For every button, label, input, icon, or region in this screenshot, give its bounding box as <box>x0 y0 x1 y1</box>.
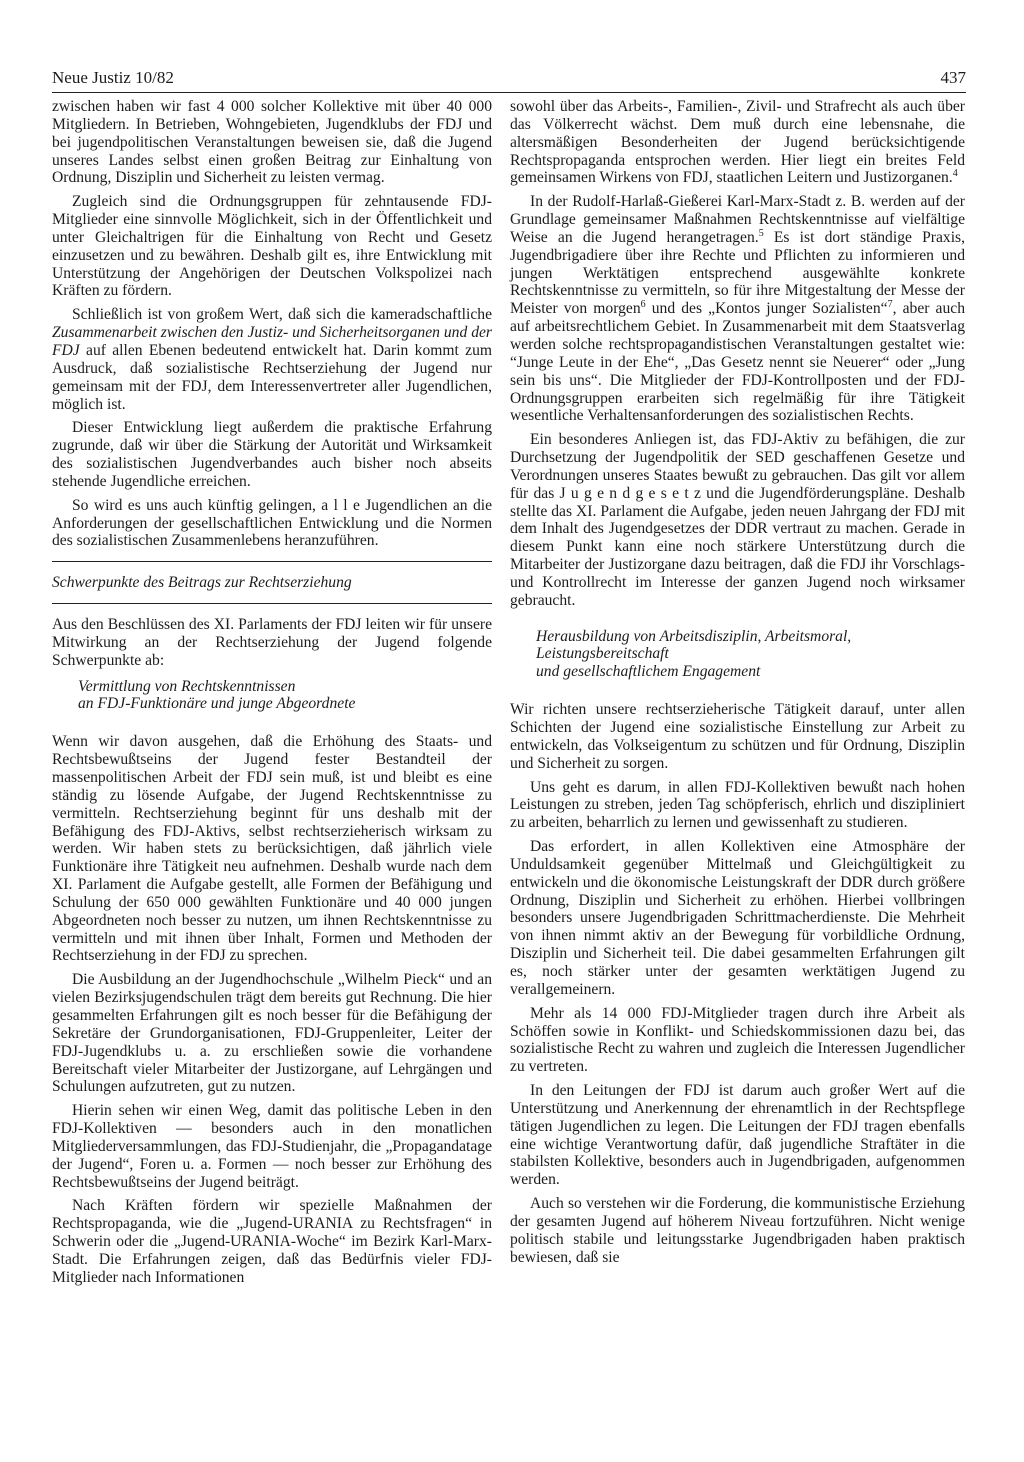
paragraph: Hierin sehen wir einen Weg, damit das politische Leben in den FDJ-Kollektiven — besonders auch in den monatlichen Mitgliederversammlungen, das FDJ-Studienjahr, die „Propagandatage der Jugend“, Foren u. a. Formen — noch besser zur Erhöhung des Rechtsbewußtseins der Jugend beiträgt. <box>52 1102 492 1191</box>
paragraph: Das erfordert, in allen Kollektiven eine Atmosphäre der Unduldsamkeit gegenüber Mittelmaß und Gleichgültigkeit zu entwickeln und die ökonomische Leistungskraft der DDR durch größere Ordnung, Disziplin und Sicherheit zu erhöhen. Hierbei vollbringen besonders unsere Jugendbrigaden Schrittmacherdienste. Die Mehrheit von ihnen nimmt aktiv an der Bewegung für vorbildliche Ordnung, Disziplin und Sicherheit teil. Die dabei gesammelten Erfahrungen gilt es, noch stärker unter der gesamten werktätigen Jugend zu verallgemeinern. <box>510 838 965 998</box>
text-run: In der Rudolf-Harlaß-Gießerei Karl-Marx-Stadt z. B. werden auf der Grundlage gemeinsamer Maßnahmen Rechtskenntnisse auf vielfältige Weise an die Jugend herangetragen. <box>510 193 965 246</box>
page-number: 437 <box>940 68 966 87</box>
text-run: Es ist dort ständige Praxis, Jugendbrigadiere über ihre Rechte und Pflichten zu informieren und jungen Werktätigen entsprechend ausgewählte konkrete Rechtskenntnisse zu vermitteln, so für ihre Mitgestaltung der Messe der Meister von morgen <box>510 228 965 318</box>
paragraph: Uns geht es darum, in allen FDJ-Kollektiven bewußt nach hohen Leistungen zu streben, jeden Tag schöpferisch, ehrlich und diszipliniert zu arbeiten, beharrlich zu lernen und gewissenhaft zu studieren. <box>510 778 965 832</box>
paragraph: In den Leitungen der FDJ ist darum auch großer Wert auf die Unterstützung und Anerkennung der ehrenamtlich in der Rechtspflege tätigen Jugendlichen zu legen. Die Leitungen der FDJ tragen ebenfalls eine wichtige Verantwortung dafür, daß jugendliche Straftäter in die stabilsten Kollektive, besonders auch in Jugendbrigaden, aufgenommen werden. <box>510 1082 965 1189</box>
footnote-reference[interactable]: 5 <box>758 227 764 239</box>
subsection-heading-line: und gesellschaftlichem Engagement <box>536 663 761 681</box>
text-run: Schließlich ist von großem Wert, daß sich die kameradschaftliche <box>72 306 492 324</box>
paragraph: Aus den Beschlüssen des XI. Parlaments der FDJ leiten wir für unsere Mitwirkung an der Rechtserziehung der Jugend folgende Schwerpunkte ab: <box>52 616 492 669</box>
journal-title: Neue Justiz 10/82 <box>52 68 174 87</box>
right-column <box>510 98 965 1272</box>
paragraph: zwischen haben wir fast 4 000 solcher Kollektive mit über 40 000 Mitgliedern. In Betrieben, Wohngebieten, Jugendklubs der FDJ und bei jugendpolitischen Veranstaltungen beweisen sie, daß die Jugend unseres Landes selbst einen großen Beitrag zur Einhaltung von Ordnung, Disziplin und Sicherheit zu leisten vermag. <box>52 98 492 187</box>
text-run: auf allen Ebenen bedeutend entwickelt hat. Darin kommt zum Ausdruck, daß sozialistische Rechtserziehung der Jugend nur gemeinsam mit der FDJ, dem Interessenvertreter aller Jugendlichen, möglich ist. <box>52 341 492 413</box>
page-header <box>52 66 966 93</box>
text-run: und des „Kontos junger Sozialisten“ <box>645 300 888 318</box>
paragraph: Die Ausbildung an der Jugendhochschule „Wilhelm Pieck“ und an vielen Bezirksjugendschulen trägt dem bereits gut Rechnung. Die hier gesammelten Erfahrungen gilt es noch besser für die Befähigung der Sekretäre der Grundorganisationen, FDJ-Gruppenleiter, Leiter der FDJ-Jugendklubs u. a. zu erschließen sowie die vorhandene Bereitschaft vieler Mitarbeiter der Justizorgane, auf Lehrgängen und Schulungen aufzutreten, gut zu nutzen. <box>52 971 492 1096</box>
paragraph: Wenn wir davon ausgehen, daß die Erhöhung des Staats- und Rechtsbewußtseins der Jugend fester Bestandteil der massenpolitischen Arbeit der FDJ sein muß, ist und bleibt es eine ständig zu lösende Aufgabe, der Jugend Rechtskenntnisse zu vermitteln. Rechtserziehung beginnt für uns deshalb mit der Befähigung des FDJ-Aktivs, selbst rechtserzieherisch wirksam zu werden. Wir haben stets zu berücksichtigen, daß jährlich viele Funktionäre ihre Tätigkeit neu aufnehmen. Deshalb wurde nach dem XI. Parlament die Aufgabe gestellt, alle Formen der Befähigung und Schulung der 650 000 gewählten Funktionäre und 40 000 jungen Abgeordneten noch besser zu nutzen, um ihnen Rechtskenntnisse zu vermitteln und mit ihnen über Inhalt, Formen und Methoden der Rechtserziehung in der FDJ zu sprechen. <box>52 733 492 965</box>
footnote-reference[interactable]: 4 <box>952 168 958 180</box>
subsection-heading <box>78 678 492 714</box>
footnote-reference[interactable]: 6 <box>640 299 646 311</box>
emphasis-text: Zusammenarbeit zwischen den Justiz- und Sicherheitsorganen und der FDJ <box>52 324 492 359</box>
section-heading: Schwerpunkte des Beitrags zur Rechtserziehung <box>52 574 352 592</box>
text-run: , aber auch auf arbeitsrechtlichem Gebiet. In Zusammenarbeit mit dem Staatsverlag werden solche rechtspropagandistischen Veranstaltungen gestaltet wie: “Junge Leute in der Ehe“, „Das Gesetz nennt sie Neuerer“ oder „Jung sein bis uns“. Die Mitglieder der FDJ-Kontrollposten und der FDJ-Ordnungsgruppen erarbeiten sich regelmäßig für ihre Tätigkeit wesentliche Verhaltensanforderungen des sozialistischen Rechts. <box>510 300 965 425</box>
paragraph: Nach Kräften fördern wir spezielle Maßnahmen der Rechtspropaganda, wie die „Jugend-URANIA zu Rechtsfragen“ in Schwerin oder die „Jugend-URANIA-Woche“ im Bezirk Karl-Marx-Stadt. Die Erfahrungen zeigen, daß das Bedürfnis vieler FDJ-Mitglieder nach Informationen <box>52 1197 492 1286</box>
paragraph: Auch so verstehen wir die Forderung, die kommunistische Erziehung der gesamten Jugend auf höherem Niveau fortzuführen. Nicht wenige politisch stabile und leitungsstarke Jugendbrigaden haben praktisch bewiesen, daß sie <box>510 1195 965 1266</box>
text-run: sowohl über das Arbeits-, Familien-, Zivil- und Strafrecht als auch über das Völkerrecht wächst. Dem muß durch eine lebensnahe, die altersmäßigen Besonderheiten der Jugend berücksichtigende Rechtspropaganda entsprochen werden. Hier liegt ein breites Feld gemeinsamen Wirkens von FDJ, staatlichen Leitern und Justizorganen. <box>510 98 965 187</box>
paragraph: Wir richten unsere rechtserzieherische Tätigkeit darauf, unter allen Schichten der Jugend eine sozialistische Einstellung zur Arbeit zu entwickeln, das Volkseigentum zu schützen und für Ordnung, Disziplin und Sicherheit zu sorgen. <box>510 701 965 772</box>
section-divider <box>52 603 492 604</box>
paragraph: So wird es uns auch künftig gelingen, a l l e Jugendlichen an die Anforderungen der gesellschaftlichen Entwicklung und die Normen des sozialistischen Zusammenlebens heranzuführen. <box>52 496 492 550</box>
subsection-heading <box>536 628 965 682</box>
paragraph: Zugleich sind die Ordnungsgruppen für zehntausende FDJ-Mitglieder eine sinnvolle Möglichkeit, sich in der Öffentlichkeit und unter Gleichaltrigen für die Einhaltung von Recht und Gesetz einzusetzen und zu bewähren. Deshalb gilt es, ihre Entwicklung mit Unterstützung der Angehörigen der Deutschen Volkspolizei nach Kräften zu fördern. <box>52 193 492 300</box>
subsection-heading-line: an FDJ-Funktionäre und junge Abgeordnete <box>78 695 356 713</box>
left-column <box>52 98 492 1293</box>
paragraph <box>510 193 965 425</box>
section-divider <box>52 561 492 562</box>
paragraph <box>510 98 965 187</box>
footnote-reference[interactable]: 7 <box>887 299 893 311</box>
paragraph: Mehr als 14 000 FDJ-Mitglieder tragen durch ihre Arbeit als Schöffen sowie in Konflikt- und Schiedskommissionen dazu bei, das sozialistische Recht zu wahren und zugleich die Interessen Jugendlicher zu vertreten. <box>510 1004 965 1076</box>
subsection-heading-line: Leistungsbereitschaft <box>536 645 669 663</box>
paragraph <box>52 306 492 413</box>
subsection-heading-line: Herausbildung von Arbeitsdisziplin, Arbeitsmoral, <box>536 627 852 645</box>
paragraph: Ein besonderes Anliegen ist, das FDJ-Aktiv zu befähigen, die zur Durchsetzung der Jugendpolitik der SED geschaffenen Gesetze und Verordnungen unseres Staates bewußt zu gebrauchen. Das gilt vor allem für das J u g e n d g e s e t z und die Jugendförderungspläne. Deshalb stellte das XI. Parlament die Aufgabe, jeden neuen Jahrgang der FDJ mit dem Inhalt des Jugendgesetzes der DDR vertraut zu machen. Gerade in diesem Punkt kann eine noch stärkere Unterstützung durch die Mitarbeiter der Justizorgane dazu beitragen, daß die FDJ ihr Vorschlags- und Kontrollrecht im Interesse der ganzen Jugend noch wirksamer gebraucht. <box>510 431 965 609</box>
subsection-heading-line: Vermittlung von Rechtskenntnissen <box>78 677 296 695</box>
paragraph: Dieser Entwicklung liegt außerdem die praktische Erfahrung zugrunde, daß wir über die Stärkung der Autorität und Wirksamkeit des sozialistischen Jugendverbandes auch bisher noch abseits stehende Jugendliche erreichen. <box>52 419 492 490</box>
